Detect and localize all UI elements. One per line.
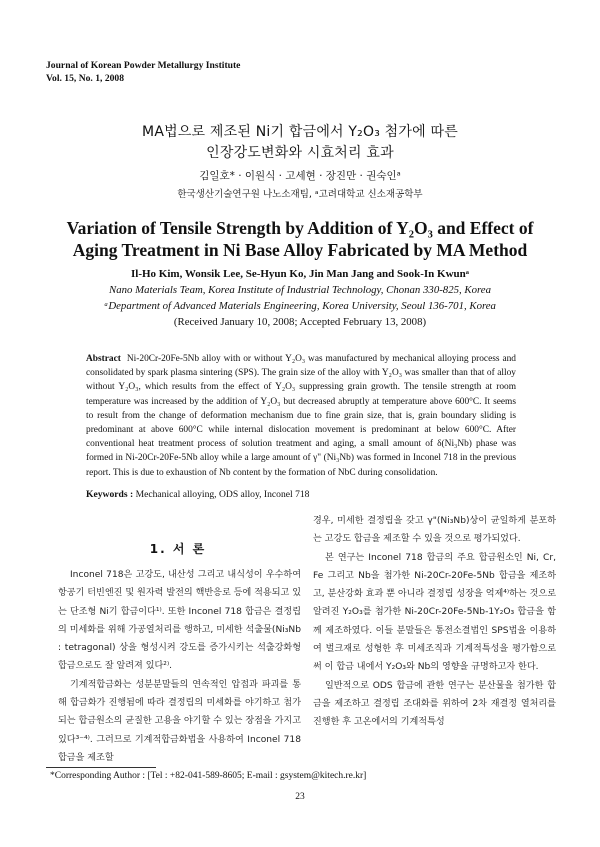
paragraph: 일반적으로 ODS 합금에 관한 연구는 분산물을 첨가한 합금을 제조하고 결정립 조대화를 위하여 2차 재결정 열처리를 진행한 후 고온에서의 기계적특성 bbox=[313, 680, 556, 728]
received-dates: (Received January 10, 2008; Accepted February 13, 2008) bbox=[173, 316, 427, 328]
journal-header bbox=[46, 59, 240, 85]
keywords-text: Mechanical alloying, ODS alloy, Inconel 718 bbox=[135, 489, 310, 500]
paragraph: Inconel 718은 고강도, 내산성 그리고 내식성이 우수하여 항공기 터빈엔진 및 원자력 발전의 핵반응로 등에 적용되고 있는 단조형 Ni기 합금이다¹⁾. 또한 Inconel 718 합금은 결정립의 미세화를 위해 가공열처리를 행하고, 미세한 석출물(Ni₃Nb : tetragonal) 상을 형성시켜 강도를 증가시키는 석출강화형 합금으로도 잘 알려져 있다²⁾. bbox=[58, 570, 301, 672]
keywords-label: Keywords : bbox=[86, 489, 134, 500]
paragraph: 경우, 미세한 결정립을 갖고 γ"(Ni₃Nb)상이 균일하게 분포하는 고강도 합금을 제조할 수 있을 것으로 평가되었다. bbox=[313, 516, 556, 545]
english-affiliation-1: Nano Materials Team, Korea Institute of Industrial Technology, Chonan 330-825, Korea bbox=[109, 284, 491, 296]
journal-name: Journal of Korean Powder Metallurgy Institute bbox=[46, 60, 241, 71]
body-column-right bbox=[313, 512, 556, 732]
paragraph: 기계적합금화는 성분분말들의 연속적인 압접과 파괴를 통해 합금화가 진행됨에 따라 결정립의 미세화를 야기하고 첨가되는 합금원소의 균질한 고용을 야기할 수 있는 장점을 가지고 있다³⁻⁴⁾. 그러므로 기계적합금화법을 사용하여 Inconel 718 합금을 제조할 bbox=[58, 679, 301, 763]
abstract bbox=[86, 352, 516, 480]
korean-title-line2: 인장강도변화와 시효처리 효과 bbox=[206, 145, 394, 161]
page-number: 23 bbox=[295, 792, 305, 802]
keywords bbox=[86, 489, 309, 500]
corresponding-author: *Corresponding Author : [Tel : +82-041-589-8605; E-mail : gsystem@kitech.re.kr] bbox=[50, 771, 367, 781]
body-column-left bbox=[58, 566, 301, 767]
english-affiliation-2: ᵃDepartment of Advanced Materials Engineering, Korea University, Seoul 136-701, Korea bbox=[104, 300, 496, 312]
english-title-line2: Aging Treatment in Ni Base Alloy Fabricated by MA Method bbox=[72, 240, 528, 260]
abstract-text: Ni-20Cr-20Fe-5Nb alloy with or without Y₂O₃ was manufactured by mechanical alloying process and consolidated by spark plasma sintering (SPS). The grain size of the alloy with Y₂O₃ was smaller than that of alloy without Y₂O₃, which results from the effect of Y₂O₃ suppressing grain growth. The tensile strength at room temperature was increased by the addition of Y₂O₃ but decreased abruptly at temperature above 600°C. It seems to result from the change of deformation mechanism due to fine grain size, that is, grain boundary sliding is predominant at above 600°C while internal dislocation movement is predominant at below 600°C. After conventional heat treatment process of solution treatment and aging, a small amount of δ(Ni₃Nb) phase was formed in Ni-20Cr-20Fe-5Nb alloy while a large amount of γ" (Ni₃Nb) was formed in Inconel 718 in the previous report. This is due to exhaustion of Nb content by the formation of NbC during consolidation. bbox=[86, 354, 516, 478]
paragraph: 본 연구는 Inconel 718 합금의 주요 합금원소인 Ni, Cr, Fe 그리고 Nb을 첨가한 Ni-20Cr-20Fe-5Nb 합금을 제조하고, 분산강화 효과 뿐 아니라 결정립 성장을 억제⁴⁾하는 것으로 알려진 Y₂O₃를 첨가한 Ni-20Cr-20Fe-5Nb-1Y₂O₃ 합금을 함께 제조하였다. 이들 분말들은 통전소결법인 SPS법을 이용하여 벌크재로 성형한 후 미세조직과 기계적특성을 평가함으로써 이 합금 내에서 Y₂O₃와 Nb의 영향을 규명하고자 한다. bbox=[313, 552, 556, 673]
korean-title-line1: MA법으로 제조된 Ni기 합금에서 Y₂O₃ 첨가에 따른 bbox=[142, 124, 458, 140]
abstract-label: Abstract bbox=[86, 354, 121, 364]
english-authors: Il-Ho Kim, Wonsik Lee, Se-Hyun Ko, Jin Man Jang and Sook-In Kwunᵃ bbox=[131, 268, 469, 280]
footnote-divider bbox=[46, 767, 156, 768]
korean-authors: 김일호* · 이원식 · 고세현 · 장진만 · 권숙인ᵃ bbox=[199, 170, 401, 182]
english-title-line1: Variation of Tensile Strength by Addition of Y₂O₃ and Effect of bbox=[66, 218, 534, 238]
korean-affiliation: 한국생산기술연구원 나노소재팀, ᵃ고려대학교 신소재공학부 bbox=[177, 189, 423, 200]
section-heading: 1. 서 론 bbox=[149, 542, 207, 556]
journal-volume: Vol. 15, No. 1, 2008 bbox=[46, 73, 125, 84]
